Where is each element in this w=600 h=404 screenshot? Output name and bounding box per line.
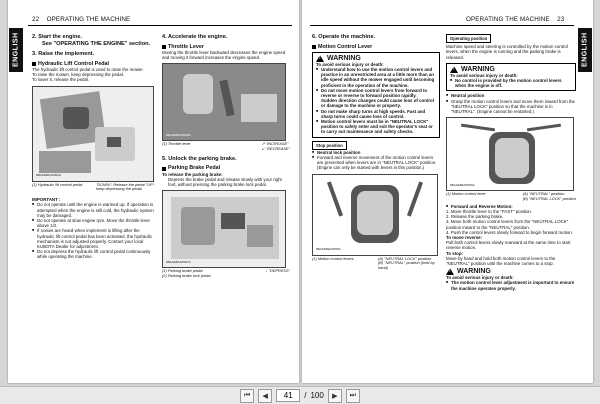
- page-separator: /: [304, 391, 307, 400]
- figure-code: 9BAAEBEAP006A: [450, 183, 475, 188]
- frame-illustration: [247, 225, 273, 247]
- warning-triangle-icon: [446, 268, 454, 275]
- panel-illustration: [241, 94, 277, 122]
- warning-triangle-icon: [316, 55, 324, 62]
- warning1-item-5: ■ Motion control levers must be in "NEUTRAL LOCK" position to safely enter and exit the operator's seat or to carry out maintenance and safety checks.: [316, 119, 436, 135]
- neutral-lock-body: ■ Forward and reverse movement of the motion control levers are prevented when levers are in "NEUTRAL LOCK" position. (Engine can only be started with levers in this position.): [312, 155, 440, 171]
- page-total: 100: [310, 391, 324, 400]
- operating-position-label: Operating position: [446, 34, 491, 43]
- fr-step-1: 1. Move throttle lever to the "FAST" position.: [446, 209, 533, 215]
- brake-pedal-illustration: [181, 207, 215, 245]
- fig2-increase: ↗ "INCREASE": [261, 141, 289, 147]
- stop-position-label-wrap: [312, 141, 440, 150]
- hlcp-line-3: To lower it, release the pedal.: [32, 77, 90, 83]
- fig5-caption-3: (B) "NEUTRAL LOCK" position: [522, 196, 576, 202]
- figure-parking-brake: [162, 190, 286, 268]
- important-item-2: ■ Do not operate at slow engine rpm. Move the throttle lever above 1/2.: [32, 218, 156, 228]
- step-6-title: 6. Operate the machine.: [312, 34, 376, 40]
- section-marker-icon: [162, 45, 166, 49]
- warning1-item-2: ■ Do not move motion control levers from forward to reverse or reverse to forward position rapidly.: [316, 88, 436, 98]
- fig2-decrease: ↙ "DECREASE": [261, 146, 290, 151]
- operating-position-label-wrap: [446, 34, 576, 43]
- warning-box-3: [446, 268, 576, 291]
- left-lever-illustration: [461, 124, 495, 132]
- pbp-title: Parking Brake Pedal: [168, 165, 221, 172]
- stop-position-label: Stop position: [312, 141, 347, 150]
- decrease-label: "DECREASE": [265, 146, 290, 151]
- important-item-3: ■ If noises are heard when implement is lifting after the hydraulic lift control pedal has been activated, the hydraulic mechanism is not adjusted properly. Contact your local KUBOTA Dealer for adjustment.: [32, 228, 156, 249]
- stop-body: Move by hand and hold both motion control levers to the "NEUTRAL" position until the machine comes to a stop.: [446, 255, 556, 267]
- reverse-title: To move reverse:: [446, 235, 483, 241]
- throttle-title: Throttle Lever: [168, 43, 204, 50]
- pbp-body: Depress the brake pedal and release slowly with your right foot, without pressing the parking brake lock pedal.: [168, 176, 282, 187]
- pedal-illustration: [107, 137, 121, 147]
- fig3-depress: ↓ "DEPRESS": [265, 268, 290, 274]
- warning-box-2: [446, 63, 576, 92]
- figure-2-captions: [162, 142, 290, 152]
- hlcp-line-2: To raise the mower, keep depressing the pedal.: [32, 72, 125, 78]
- lock-pedal-illustration: [221, 213, 245, 229]
- fig4-caption-2: (A) "NEUTRAL LOCK" position: [378, 255, 432, 261]
- fig5-caption-1: (1) Motion control lever: [446, 191, 486, 197]
- hlcp-title: Hydraulic Lift Control Pedal: [38, 60, 109, 67]
- left-column: [312, 34, 440, 271]
- fig4-caption-group: [378, 257, 440, 271]
- fig3-caption-group: [162, 269, 210, 279]
- warning-label: WARNING: [327, 54, 361, 62]
- left-column: [32, 34, 156, 260]
- section-marker-icon: [32, 62, 36, 66]
- last-page-button[interactable]: ⏭: [346, 389, 360, 403]
- mcl-title: Motion Control Lever: [318, 43, 373, 50]
- side-tab-english: ENGLISH: [578, 28, 592, 72]
- header-rule: [28, 25, 292, 26]
- warning-header: [446, 268, 576, 275]
- figure-3-captions: [162, 269, 290, 279]
- figure-neutral-position: [446, 117, 574, 191]
- fr-step-2: 2. Release the parking brake.: [446, 214, 504, 220]
- important-title: IMPORTANT :: [32, 197, 61, 203]
- operating-position-body: Machine speed and steering is controlled by the motion control levers, when the engine is running and the parking brake is released.: [446, 44, 568, 60]
- figure-motion-levers: [312, 174, 438, 256]
- right-lever-illustration: [407, 181, 423, 216]
- warning3-item: ■ The motion control lever adjustment is important to ensure the machine operates properly.: [446, 280, 576, 290]
- stop-title: To stop:: [446, 250, 463, 256]
- hlcp-line-1: The hydraulic lift control pedal is used to raise the mower.: [32, 66, 144, 72]
- left-lever-illustration: [327, 181, 343, 216]
- important-item-4: ■ Do not depress the hydraulic lift control pedal continuously while operating the machine.: [32, 249, 156, 259]
- header-rule: [310, 25, 574, 26]
- fig3-caption-2: (2) Parking brake lock pedal: [162, 273, 211, 278]
- right-column: [446, 34, 576, 291]
- figure-4-captions: [312, 257, 440, 271]
- warning-header: [316, 55, 436, 62]
- seat-illustration: [63, 107, 89, 129]
- next-page-button[interactable]: ▶: [328, 389, 342, 403]
- header-title: OPERATING THE MACHINE: [46, 16, 131, 23]
- page-toolbar: [0, 386, 600, 404]
- first-page-button[interactable]: ⏮: [240, 389, 254, 403]
- figure-5-captions: [446, 192, 576, 202]
- floor-illustration: [39, 151, 91, 173]
- warning1-item-3: Sudden direction changes could cause loss of control or damage to the machine or property.: [321, 98, 434, 109]
- figure-1-captions: [32, 183, 156, 193]
- fr-step-4: 4. Push the control levers slowly forward to begin forward motion.: [446, 229, 573, 235]
- section-marker-icon: [162, 167, 166, 171]
- warning-label: WARNING: [461, 65, 495, 73]
- warning2-item: ■ No control is provided by the motion control levers when the engine is off.: [450, 78, 572, 88]
- fig4-caption-3: (B) "NEUTRAL" position (held by hand): [378, 260, 435, 271]
- previous-page-button[interactable]: ◀: [258, 389, 272, 403]
- increase-label: "INCREASE": [265, 141, 289, 147]
- figure-throttle-lever: [162, 63, 286, 141]
- fig4-caption-1: (1) Motion control levers: [312, 255, 354, 261]
- figure-code: 9BAAEBAAP006A: [166, 133, 191, 137]
- fig2-directions: [261, 142, 290, 152]
- side-tab-english: ENGLISH: [9, 28, 23, 72]
- mcl-section-title: [312, 45, 440, 50]
- header-title: OPERATING THE MACHINE: [466, 16, 550, 23]
- seat-cushion-illustration: [495, 138, 529, 178]
- page-23: [302, 0, 593, 383]
- figure-code: 9BAAEBEAP005A: [316, 247, 341, 252]
- page-header: [32, 16, 130, 23]
- warning3-lead: To avoid serious injury or death:: [446, 275, 514, 281]
- warning2-lead: To avoid serious injury or death:: [450, 72, 518, 78]
- step-2-title: 2. Start the engine.: [32, 34, 83, 40]
- throttle-body: Moving the throttle lever backward decreases the engine speed and moving it forward increases the engine speed.: [162, 49, 286, 60]
- fig1-caption-1: (1) Hydraulic lift control pedal: [32, 181, 83, 187]
- page-number: 22: [32, 16, 40, 23]
- right-column: [162, 34, 290, 279]
- seat-cushion-illustration: [357, 191, 393, 235]
- neutral-body: ■ Grasp the motion control levers and move them inward from the "NEUTRAL LOCK" position so that the machine is in "NEUTRAL". (Engine cannot be restarted.): [446, 99, 576, 115]
- figure-code: 9BAAEBDAP003A: [36, 173, 61, 178]
- warning1-item-1: ■ Understand how to use the motion control levers and practice in an unrestricted area at a little more than an idle speed without the mower engaged until becoming proficient in the operation of the machine.: [316, 67, 436, 88]
- fig2-caption: (1) Throttle lever: [162, 141, 191, 147]
- warning-box-1: [312, 52, 440, 138]
- step-4-title: 4. Accelerate the engine.: [162, 34, 228, 40]
- pbp-release: To release the parking brake:: [162, 171, 223, 177]
- right-lever-illustration: [527, 124, 561, 132]
- step-3-title: 3. Raise the implement.: [32, 51, 95, 58]
- warning-header: [450, 66, 572, 73]
- fig1-caption-2: "DOWN": Release the pedal "UP": keep depressing the pedal: [96, 181, 155, 192]
- page-number-input[interactable]: [276, 389, 300, 402]
- page-header: [466, 16, 564, 23]
- page-22: [8, 0, 299, 383]
- neutral-title: ■ Neutral position: [446, 93, 576, 98]
- figure-code: 9BAAEBAAP007A: [166, 260, 191, 264]
- lever-base-illustration: [183, 74, 213, 114]
- warning1-lead: To avoid serious injury or death:: [316, 61, 384, 67]
- fig5-caption-group: [523, 192, 576, 202]
- section-marker-icon: [312, 45, 316, 49]
- step-5-title: 5. Unlock the parking brake.: [162, 155, 237, 162]
- reverse-body: Pull both control levers slowly rearward at the same time to start reverse motion.: [446, 240, 571, 251]
- warning-triangle-icon: [450, 66, 458, 73]
- figure-hydraulic-pedal: [32, 86, 154, 182]
- fig5-caption-2: (A) "NEUTRAL" position: [522, 191, 565, 197]
- forward-reverse-title: ■ Forward and Reverse Motion:: [446, 204, 576, 209]
- depress-label: "DEPRESS": [268, 268, 290, 274]
- step-2-sub: See "OPERATING THE ENGINE" section.: [42, 40, 151, 47]
- neutral-lock-title: ■ Neutral lock position: [312, 150, 440, 155]
- fr-step-3: 3. Move both motion control levers from the "NEUTRAL LOCK" position inward to the "NEUTRAL" position.: [446, 219, 569, 230]
- fig3-caption-1: (1) Parking brake pedal: [162, 268, 203, 274]
- page-number: 23: [557, 16, 565, 23]
- warning1-item-4: ■ Do not make sharp turns at high speeds. Fast and sharp turns could cause loss of control.: [316, 109, 436, 119]
- warning-label: WARNING: [457, 268, 491, 276]
- important-item-1: ■ Do not operate until the engine is warmed up. If operation is attempted when the engine is still cold, the hydraulic system may be damaged.: [32, 202, 156, 218]
